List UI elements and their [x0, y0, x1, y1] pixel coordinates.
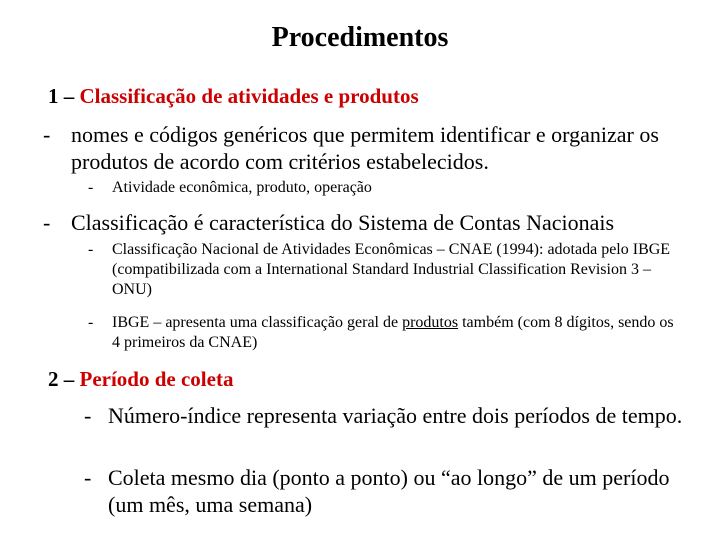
page-title: Procedimentos — [271, 22, 449, 53]
section-1-item-2-sub-1 — [88, 240, 678, 300]
section-1-title: Classificação de atividades e produtos — [79, 84, 419, 108]
bullet-dash: - — [88, 179, 94, 196]
section-2-item-1 — [84, 402, 684, 429]
section-1-item-1 — [43, 121, 683, 175]
underlined-products: produtos — [402, 314, 459, 331]
bullet-dash: - — [43, 210, 51, 235]
section-1-item-1-sub-1-text: Atividade econômica, produto, operação — [112, 179, 372, 196]
section-2-item-2-text: Coleta mesmo dia (ponto a ponto) ou “ao longo” de um período (um mês, uma semana) — [108, 465, 670, 517]
section-2-heading — [48, 366, 233, 392]
bullet-dash: - — [88, 241, 94, 258]
section-1-item-2-sub-2 — [88, 313, 682, 353]
section-1-item-1-sub-1 — [88, 178, 678, 198]
section-2-number: 2 – — [48, 367, 75, 391]
bullet-dash: - — [84, 403, 92, 428]
text-before: IBGE – apresenta uma classificação geral de — [112, 314, 403, 331]
section-2-item-2 — [84, 464, 674, 518]
bullet-dash: - — [84, 465, 92, 490]
section-1-item-2-text: Classificação é característica do Sistema de Contas Nacionais — [71, 210, 615, 235]
section-1-item-1-text: nomes e códigos genéricos que permitem identificar e organizar os produtos de acordo com critérios estabelecidos. — [71, 122, 659, 174]
section-1-item-2 — [43, 209, 708, 236]
section-1-item-2-sub-2-text — [112, 313, 682, 353]
section-1-item-2-sub-1-text: Classificação Nacional de Atividades Econômicas – CNAE (1994): adotada pelo IBGE (compatibilizada com a International Standard Industrial Classification Revision 3 – ONU) — [112, 241, 671, 298]
section-1-number: 1 – — [48, 84, 75, 108]
section-2-title: Período de coleta — [79, 367, 234, 391]
text-after: também (com 8 dígitos, sendo os 4 primeiros da CNAE) — [112, 314, 674, 351]
section-2-item-1-text: Número-índice representa variação entre dois períodos de tempo. — [108, 403, 683, 428]
bullet-dash: - — [88, 314, 94, 331]
bullet-dash: - — [43, 122, 51, 147]
section-1-heading — [48, 83, 419, 109]
